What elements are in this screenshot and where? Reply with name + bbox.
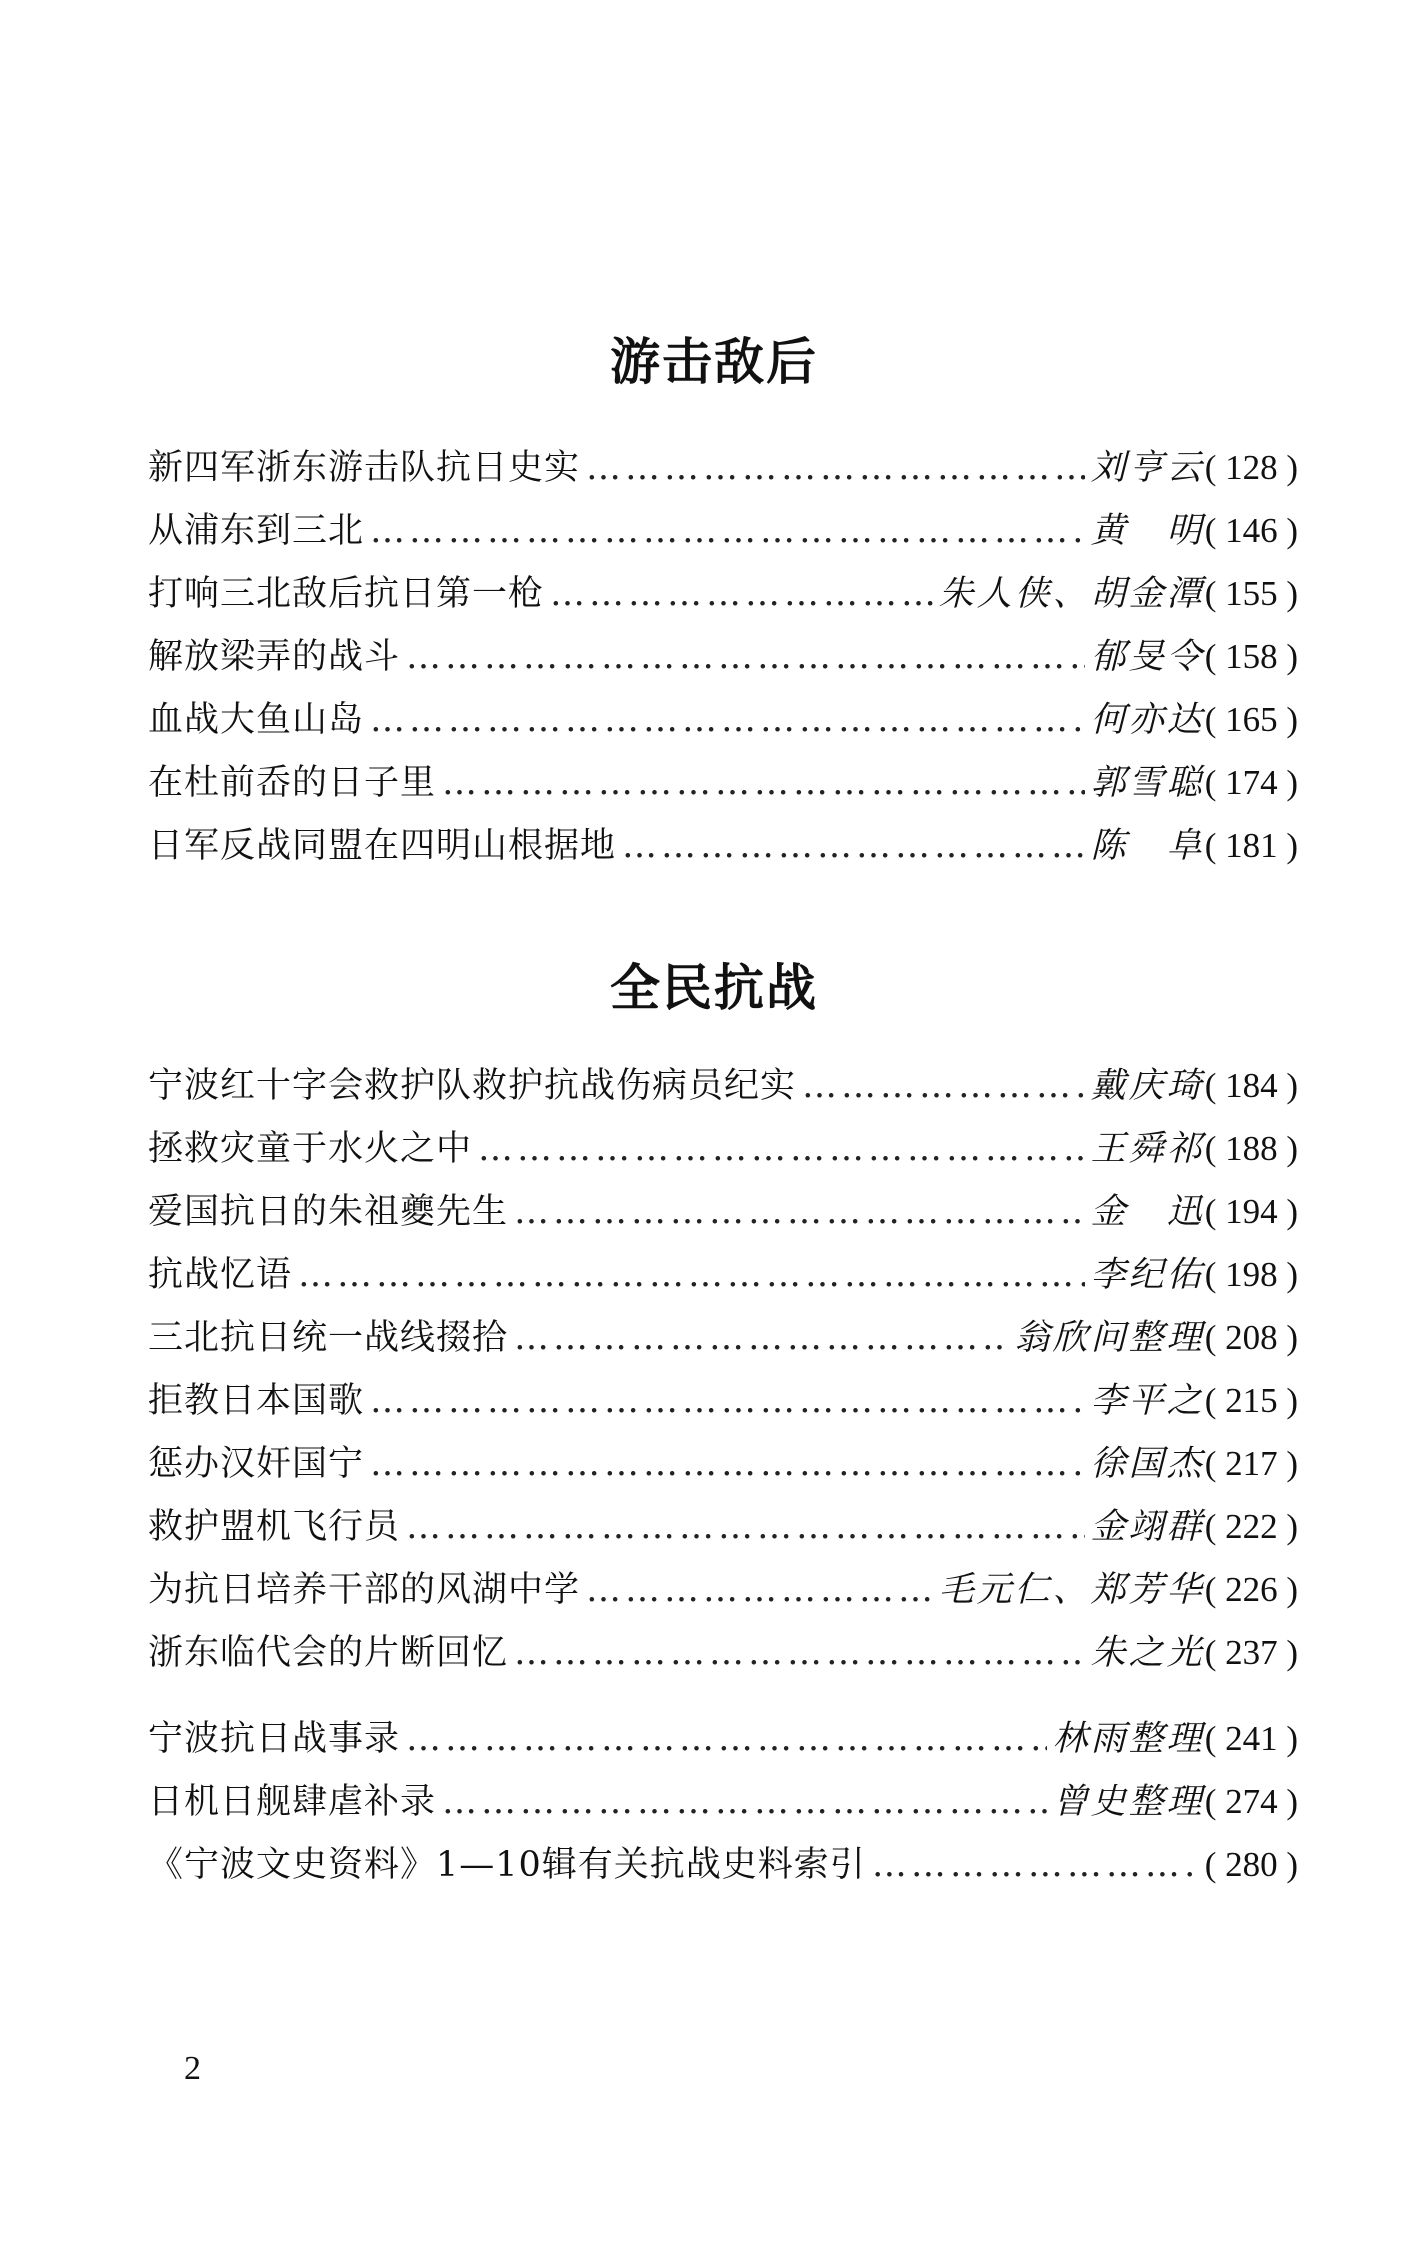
entry-title: 拒教日本国歌 <box>148 1381 365 1421</box>
dot-leader <box>406 1496 1085 1559</box>
entry-page: ( 158 ) <box>1204 637 1298 676</box>
dot-leader <box>550 563 933 626</box>
entry-page: ( 237 ) <box>1204 1633 1298 1672</box>
entry-title: 新四军浙东游击队抗日史实 <box>148 448 581 488</box>
dot-leader <box>872 1834 1199 1897</box>
toc-entry <box>148 1369 1298 1432</box>
entry-author: 翁欣问整理 <box>1014 1318 1205 1358</box>
entry-title: 宁波红十字会救护队救护抗战伤病员纪实 <box>148 1066 797 1106</box>
dot-leader <box>586 437 1085 500</box>
entry-author: 李平之 <box>1090 1381 1205 1421</box>
toc-entry <box>148 1770 1298 1833</box>
entry-author: 陈 阜 <box>1090 826 1205 866</box>
page-number: 2 <box>184 2050 201 2087</box>
entry-title: 从浦东到三北 <box>148 511 365 551</box>
entry-author: 金翊群 <box>1090 1507 1205 1547</box>
entry-page: ( 194 ) <box>1204 1192 1298 1231</box>
entry-author: 刘亨云 <box>1090 448 1205 488</box>
toc-entry <box>148 688 1298 751</box>
section-title: 全民抗战 <box>610 959 818 1017</box>
entry-page: ( 155 ) <box>1204 574 1298 613</box>
entry-author: 徐国杰 <box>1090 1444 1205 1484</box>
toc-entry <box>148 1243 1298 1306</box>
entry-page: ( 184 ) <box>1204 1066 1298 1105</box>
entry-author: 朱之光 <box>1090 1633 1205 1673</box>
entry-title: 打响三北敌后抗日第一枪 <box>148 574 545 614</box>
entry-page: ( 174 ) <box>1204 763 1298 802</box>
entry-title: 救护盟机飞行员 <box>148 1507 401 1547</box>
toc-entry <box>148 625 1298 688</box>
entry-author: 郭雪聪 <box>1090 763 1205 803</box>
entry-page: ( 222 ) <box>1204 1507 1298 1546</box>
dot-leader <box>406 1708 1047 1771</box>
entry-page: ( 208 ) <box>1204 1318 1298 1357</box>
entry-page: ( 280 ) <box>1204 1845 1298 1884</box>
entry-title: 三北抗日统一战线掇拾 <box>148 1318 509 1358</box>
dot-leader <box>442 752 1085 815</box>
entry-page: ( 165 ) <box>1204 700 1298 739</box>
dot-leader <box>586 1559 933 1622</box>
entry-title: 日机日舰肆虐补录 <box>148 1782 437 1822</box>
toc-list <box>148 1707 1298 1896</box>
dot-leader <box>514 1622 1085 1685</box>
toc-entry <box>148 751 1298 814</box>
dot-leader <box>370 1370 1085 1433</box>
dot-leader <box>370 500 1085 563</box>
dot-leader <box>514 1307 1009 1370</box>
entry-title: 在杜前岙的日子里 <box>148 763 437 803</box>
entry-author: 郁旻令 <box>1090 637 1205 677</box>
toc-entry <box>148 1117 1298 1180</box>
toc-entry <box>148 1558 1298 1621</box>
toc-entry <box>148 1495 1298 1558</box>
entry-page: ( 146 ) <box>1204 511 1298 550</box>
entry-title: 宁波抗日战事录 <box>148 1719 401 1759</box>
dot-leader <box>298 1244 1085 1307</box>
dot-leader <box>622 815 1085 878</box>
dot-leader <box>478 1118 1085 1181</box>
entry-author: 何亦达 <box>1090 700 1205 740</box>
toc-entry <box>148 814 1298 877</box>
dot-leader <box>406 626 1085 689</box>
entry-page: ( 188 ) <box>1204 1129 1298 1168</box>
entry-page: ( 241 ) <box>1204 1719 1298 1758</box>
entry-page: ( 198 ) <box>1204 1255 1298 1294</box>
dot-leader <box>442 1771 1047 1834</box>
dot-leader <box>370 689 1085 752</box>
entry-title: 抗战忆语 <box>148 1255 293 1295</box>
entry-page: ( 181 ) <box>1204 826 1298 865</box>
toc-entry <box>148 1054 1298 1117</box>
toc-entry <box>148 436 1298 499</box>
toc-entry <box>148 1180 1298 1243</box>
entry-author: 李纪佑 <box>1090 1255 1205 1295</box>
entry-title: 爱国抗日的朱祖夔先生 <box>148 1192 509 1232</box>
toc-entry <box>148 1833 1298 1896</box>
section-title: 游击敌后 <box>610 333 818 391</box>
entry-title: 浙东临代会的片断回忆 <box>148 1633 509 1673</box>
entry-page: ( 217 ) <box>1204 1444 1298 1483</box>
entry-title: 为抗日培养干部的风湖中学 <box>148 1570 581 1610</box>
toc-entry <box>148 1621 1298 1684</box>
toc-list <box>148 436 1298 877</box>
entry-title: 《宁波文史资料》1—10辑有关抗战史料索引 <box>148 1845 866 1885</box>
toc-entry <box>148 1707 1298 1770</box>
toc-list <box>148 1054 1298 1684</box>
dot-leader <box>802 1055 1085 1118</box>
entry-page: ( 215 ) <box>1204 1381 1298 1420</box>
entry-author: 戴庆琦 <box>1090 1066 1205 1106</box>
entry-author: 林雨整理 <box>1052 1719 1205 1759</box>
toc-entry <box>148 1306 1298 1369</box>
entry-page: ( 274 ) <box>1204 1782 1298 1821</box>
entry-author: 曾史整理 <box>1052 1782 1205 1822</box>
entry-title: 惩办汉奸国宁 <box>148 1444 365 1484</box>
entry-author: 王舜祁 <box>1090 1129 1205 1169</box>
toc-entry <box>148 562 1298 625</box>
entry-author: 朱人侠、胡金潭 <box>938 574 1205 614</box>
entry-author: 金 迅 <box>1090 1192 1205 1232</box>
entry-author: 毛元仁、郑芳华 <box>938 1570 1205 1610</box>
entry-title: 拯救灾童于水火之中 <box>148 1129 473 1169</box>
toc-entry <box>148 499 1298 562</box>
toc-entry <box>148 1432 1298 1495</box>
entry-title: 日军反战同盟在四明山根据地 <box>148 826 617 866</box>
entry-title: 解放梁弄的战斗 <box>148 637 401 677</box>
entry-page: ( 128 ) <box>1204 448 1298 487</box>
entry-author: 黄 明 <box>1090 511 1205 551</box>
entry-title: 血战大鱼山岛 <box>148 700 365 740</box>
dot-leader <box>370 1433 1085 1496</box>
dot-leader <box>514 1181 1085 1244</box>
entry-page: ( 226 ) <box>1204 1570 1298 1609</box>
